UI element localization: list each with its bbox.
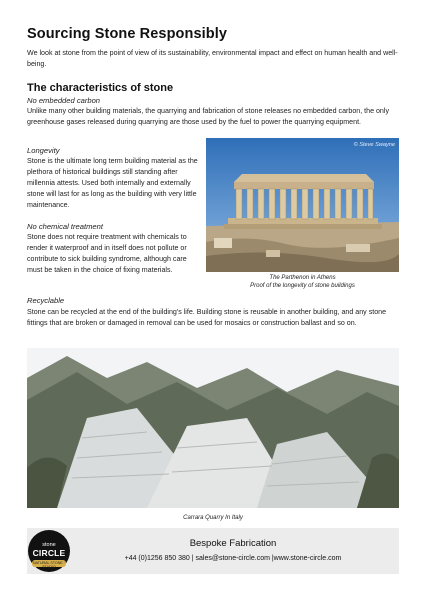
footer-contact[interactable]: +44 (0)1256 850 380 | sales@stone-circle.com |www.stone-circle.com <box>124 555 342 562</box>
footer-banner <box>27 528 399 574</box>
section-body-chemical-treatment: Stone does not require treatment with chemicals to render it waterproof and in itself does not pollute or contribute to sick building syndrome, although care must be taken in the choice of fixing materials. <box>27 233 187 274</box>
parthenon-illustration <box>206 138 399 272</box>
section-heading-recyclable: Recyclable <box>27 296 65 305</box>
parthenon-photo <box>206 138 399 272</box>
stone-circle-logo <box>28 530 70 572</box>
intro-paragraph: We look at stone from the point of view of its sustainability, environmental impact and effect on human health and well-being. <box>27 49 398 68</box>
logo-tagline: NATURAL STONE · STUDIO <box>33 560 65 569</box>
section-body-longevity: Stone is the ultimate long term building material as the plethora of historical buildings still standing after millennia attests. Used both internally and externally stone will last for as long as the building with very little maintenance. <box>27 157 198 209</box>
footer-title: Bespoke Fabrication <box>189 538 277 549</box>
page-title: Sourcing Stone Responsibly <box>27 26 227 42</box>
quarry-photo <box>27 348 399 508</box>
parthenon-caption-line2: Proof of the longevity of stone buildings <box>250 283 355 289</box>
quarry-caption: Carrara Quarry In Italy <box>183 515 243 521</box>
section-body-embedded-carbon: Unlike many other building materials, the quarrying and fabrication of stone releases no embedded carbon, the only greenhouse gases released during quarrying are those used by the fuel to power the quarrying equipment. <box>27 107 389 126</box>
section-heading-embedded-carbon: No embedded carbon <box>27 96 101 105</box>
logo-text-big: CIRCLE <box>32 548 66 558</box>
logo-text-small: stone <box>42 542 56 548</box>
section-body-recyclable: Stone can be recycled at the end of the building's life. Building stone is reusable in another building, and any stone fittings that are broken or damaged in removal can be used for mosaics or construction ballast and so on. <box>27 308 387 327</box>
quarry-illustration <box>27 348 399 508</box>
section-heading-longevity: Longevity <box>27 146 60 155</box>
characteristics-heading: The characteristics of stone <box>27 82 174 94</box>
parthenon-caption-line1: The Parthenon in Athens <box>269 275 336 281</box>
parthenon-caption <box>206 274 399 290</box>
section-heading-chemical-treatment: No chemical treatment <box>27 222 103 231</box>
photo-credit: © Steve Swayne <box>353 142 395 148</box>
